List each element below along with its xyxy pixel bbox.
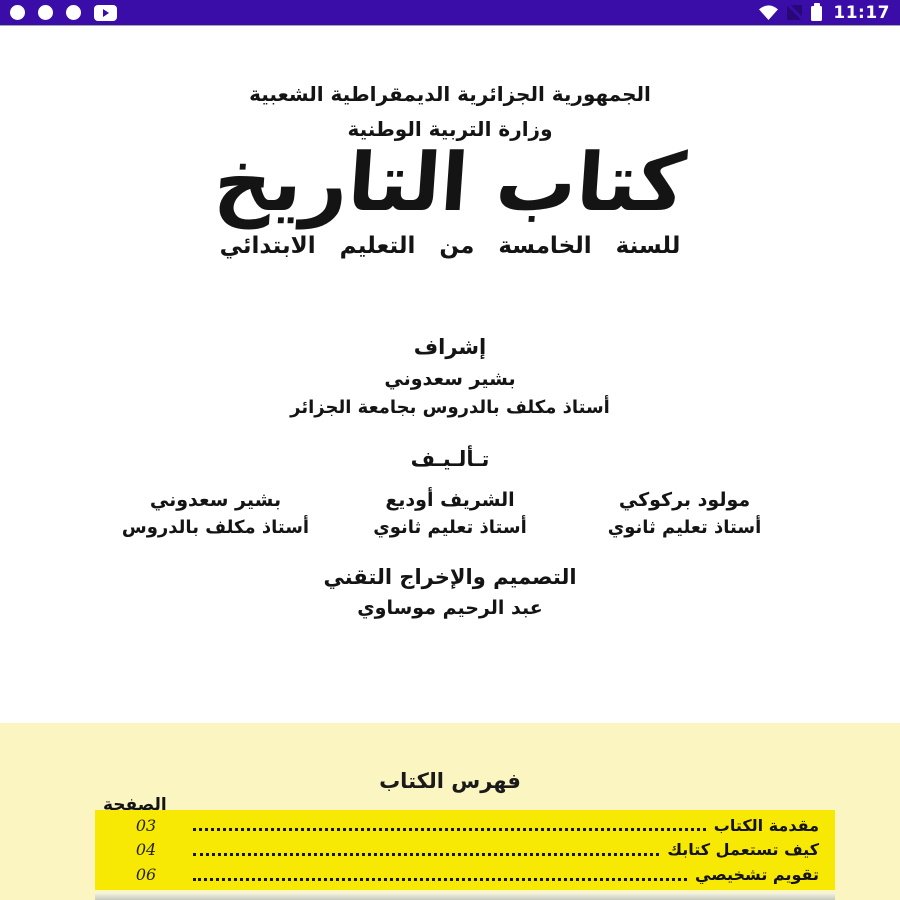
status-bar bbox=[0, 0, 900, 25]
author-card bbox=[108, 489, 323, 538]
author-card bbox=[577, 489, 792, 538]
toc-entry bbox=[107, 865, 819, 884]
author-card bbox=[343, 489, 558, 538]
dotted-leader bbox=[193, 853, 659, 856]
toc-entry-page: 06 bbox=[135, 865, 157, 885]
toc-box bbox=[95, 795, 835, 890]
toc-section bbox=[0, 723, 900, 900]
dotted-leader bbox=[193, 878, 687, 881]
toc-entry-label: كيف تستعمل كتابك bbox=[667, 840, 819, 860]
supervision-heading: إشراف bbox=[413, 335, 487, 359]
status-time: 11:17 bbox=[833, 2, 890, 23]
youtube-icon bbox=[94, 5, 117, 21]
author-name: الشريف أوديع bbox=[385, 489, 515, 511]
design-section bbox=[0, 565, 900, 619]
battery-icon bbox=[811, 6, 822, 21]
author-role: أستاذ مكلف بالدروس bbox=[121, 517, 310, 538]
notification-dot-icon bbox=[10, 5, 25, 20]
book-subtitle: للسنة الخامسة من التعليم الابتدائي bbox=[219, 233, 681, 259]
author-role: أستاذ تعليم ثانوي bbox=[373, 517, 527, 538]
toc-page-column-label: الصفحة bbox=[103, 795, 167, 815]
next-box-edge bbox=[95, 893, 835, 900]
author-role: أستاذ تعليم ثانوي bbox=[607, 517, 762, 538]
dotted-leader bbox=[193, 828, 706, 831]
supervision-section bbox=[0, 335, 900, 418]
toc-entry-page: 04 bbox=[135, 840, 157, 860]
ministry-header: وزارة التربية الوطنية bbox=[347, 117, 553, 141]
toc-entry-label: مقدمة الكتاب bbox=[713, 815, 819, 835]
wifi-icon bbox=[759, 5, 778, 20]
book-title: كتاب التاريخ bbox=[211, 136, 689, 229]
supervisor-name: بشير سعدوني bbox=[384, 368, 516, 390]
designer-name: عبد الرحيم موساوي bbox=[357, 597, 543, 619]
book-page-content[interactable] bbox=[0, 25, 900, 723]
status-bar-notifications bbox=[10, 5, 117, 21]
toc-entry bbox=[107, 840, 819, 859]
republic-header: الجمهورية الجزائرية الديمقراطية الشعبية bbox=[249, 82, 651, 106]
notification-dot-icon bbox=[38, 5, 53, 20]
authorship-section bbox=[0, 447, 900, 538]
toc-entry-label: تقويم تشخيصي bbox=[695, 865, 819, 885]
notification-dot-icon bbox=[66, 5, 81, 20]
authorship-heading: تـألـيـف bbox=[410, 447, 490, 471]
play-icon bbox=[103, 9, 109, 17]
no-signal-icon bbox=[787, 5, 802, 20]
toc-entry-page: 03 bbox=[135, 815, 157, 835]
toc-rows bbox=[107, 813, 819, 887]
toc-entry bbox=[107, 816, 819, 835]
authors-row bbox=[0, 489, 900, 538]
toc-title: فهرس الكتاب bbox=[379, 769, 521, 793]
design-heading: التصميم والإخراج التقني bbox=[323, 565, 577, 589]
status-bar-indicators bbox=[759, 3, 890, 23]
supervisor-role: أستاذ مكلف بالدروس بجامعة الجزائر bbox=[290, 397, 610, 418]
author-name: مولود بركوكي bbox=[618, 489, 751, 511]
author-name: بشير سعدوني bbox=[149, 489, 282, 511]
